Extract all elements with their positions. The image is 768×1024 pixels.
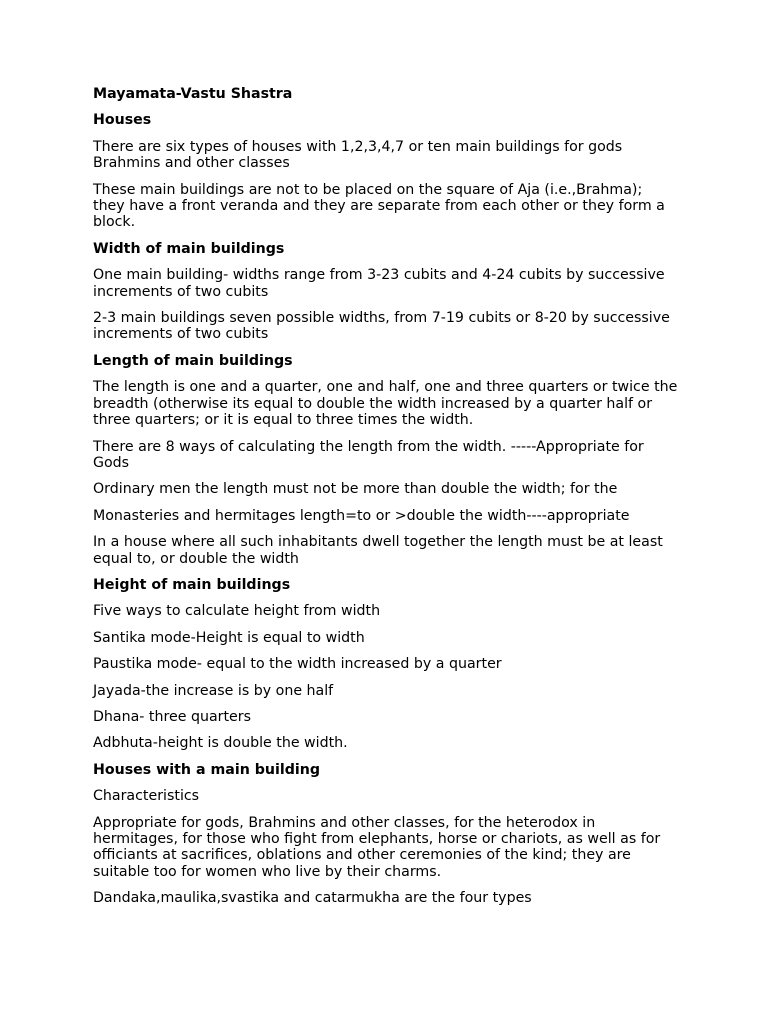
paragraph-length-2: There are 8 ways of calculating the length from the width. -----Appropriate for Gods bbox=[93, 438, 644, 471]
paragraph-length-4: Monasteries and hermitages length=to or >double the width----appropriate bbox=[93, 507, 630, 524]
paragraph-width-2: 2-3 main buildings seven possible widths, from 7-19 cubits or 8-20 by successive increments of two cubits bbox=[93, 310, 670, 343]
section-heading-main-building: Houses with a main building bbox=[93, 761, 320, 778]
paragraph-main-building-3: Dandaka,maulika,svastika and catarmukha are the four types bbox=[93, 890, 532, 907]
section-heading-height: Height of main buildings bbox=[93, 576, 291, 593]
paragraph-height-2: Santika mode-Height is equal to width bbox=[93, 629, 365, 646]
paragraph-houses-1: There are six types of houses with 1,2,3,4,7 or ten main buildings for gods Brahmins and other classes bbox=[93, 138, 623, 172]
paragraph-length-5: In a house where all such inhabitants dwell together the length must be at least equal to, or double the width bbox=[93, 534, 663, 567]
paragraph-length-3: Ordinary men the length must not be more than double the width; for the bbox=[93, 481, 618, 498]
paragraph-length-1: The length is one and a quarter, one and half, one and three quarters or twice the breadth (otherwise its equal to double the width increased by a quarter half or three quarters; or it is equal to three times the width. bbox=[93, 379, 678, 429]
section-heading-length: Length of main buildings bbox=[93, 352, 293, 369]
section-heading-width: Width of main buildings bbox=[93, 240, 285, 257]
paragraph-height-4: Jayada-the increase is by one half bbox=[93, 682, 334, 699]
paragraph-main-building-2: Appropriate for gods, Brahmins and other classes, for the heterodox in hermitages, for those who fight from elephants, horse or chariots, as well as for officiants at sacrifices, oblations and other ceremonies of the kind; they are suitable too for women who live by their charms. bbox=[93, 814, 661, 880]
paragraph-height-5: Dhana- three quarters bbox=[93, 708, 252, 725]
paragraph-houses-2: These main buildings are not to be placed on the square of Aja (i.e.,Brahma); they have a front veranda and they are separate from each other or they form a block. bbox=[93, 181, 665, 231]
section-heading-houses: Houses bbox=[93, 112, 152, 129]
paragraph-height-6: Adbhuta-height is double the width. bbox=[93, 735, 348, 752]
paragraph-width-1: One main building- widths range from 3-23 cubits and 4-24 cubits by successive increments of two cubits bbox=[93, 267, 665, 300]
paragraph-main-building-1: Characteristics bbox=[93, 788, 200, 805]
paragraph-height-3: Paustika mode- equal to the width increased by a quarter bbox=[93, 656, 502, 673]
paragraph-height-1: Five ways to calculate height from width bbox=[93, 603, 381, 620]
document-title: Mayamata-Vastu Shastra bbox=[93, 86, 293, 102]
